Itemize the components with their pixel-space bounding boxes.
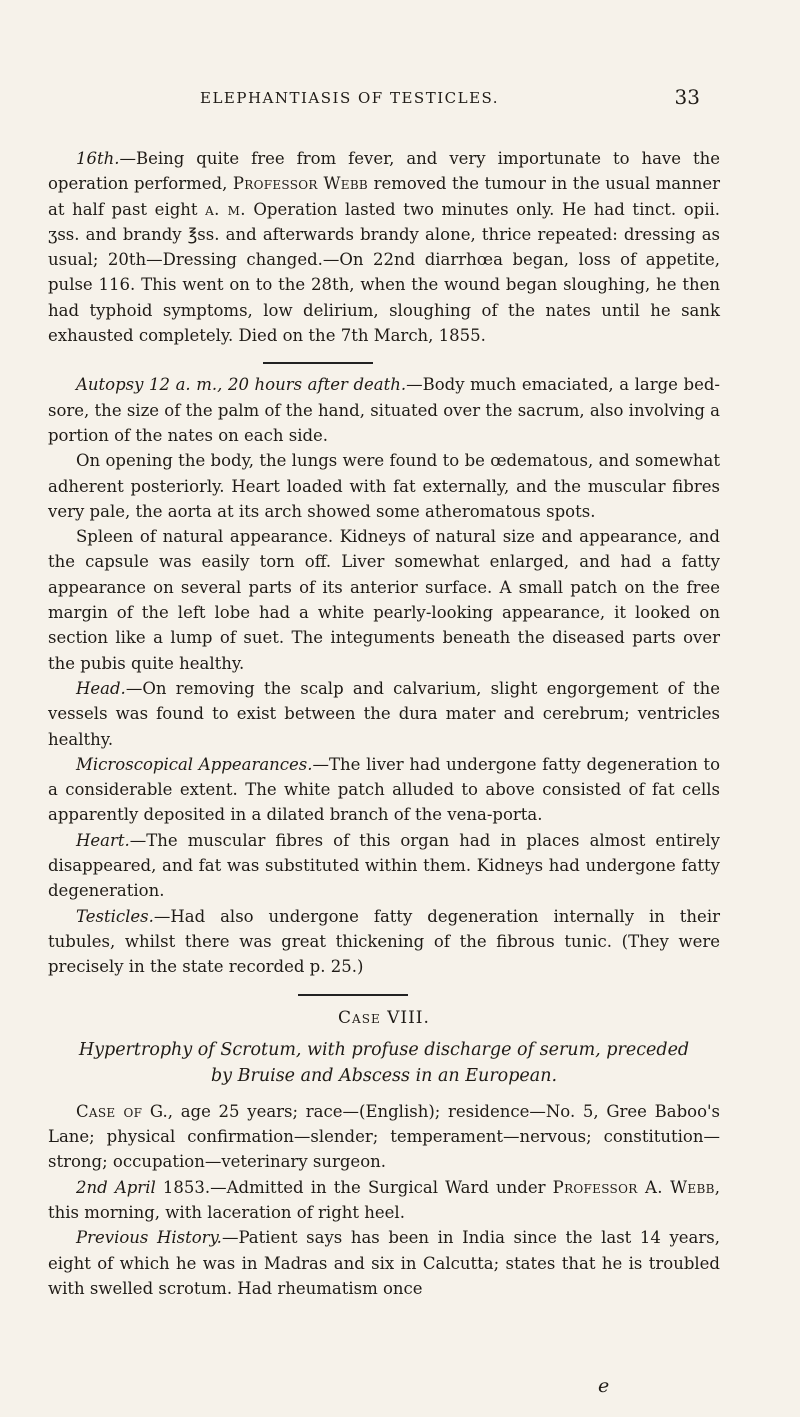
paragraph-admitted: 2nd April 1853.—Admitted in the Surgical Ward under Professor A. Webb, this morning, with laceration of right heel.: [48, 1177, 720, 1222]
paragraph-case-of: Case of G., age 25 years; race—(English); residence—No. 5, Gree Baboo's Lane; physical confirmation—slender; temperament—nervous; constitution—strong; occupation—veterinary surgeon.: [48, 1101, 721, 1172]
paragraph-previous-history: Previous History.—Patient says has been in India since the last 14 years, eight of which he was in Madras and six in Calcutta; states that he is troubled with swelled scrotum. Had rheumatism once: [48, 1228, 720, 1298]
paragraph-opening: On opening the body, the lungs were found to be œdematous, and somewhat adherent posteriorly. Heart loaded with fat externally, and the muscular fibres very pale, the aorta at its arch showed some atheromatous spots.: [48, 451, 720, 521]
paragraph-autopsy: Autopsy 12 a. m., 20 hours after death.—Body much emaciated, a large bed-sore, the size of the palm of the hand, situated over the sacrum, also involving a portion of the nates on each side.: [48, 375, 720, 445]
microscopical-label: Microscopical Appearances.: [76, 754, 313, 774]
previous-history-label: Previous History.: [76, 1228, 222, 1248]
page-number: 33: [674, 85, 700, 109]
case-of-lead: Case of: [76, 1101, 143, 1121]
heart-label: Heart.: [76, 830, 130, 850]
date-16th: 16th.: [76, 149, 120, 168]
paragraph-spleen: Spleen of natural appearance. Kidneys of natural size and appearance, and the capsule was easily torn off. Liver somewhat enlarged, and had a fatty appearance on several parts of its anterior surface. A small patch on the free margin of the left lobe had a white pearly-looking appearance, it looked on section like a lump of suet. The integuments beneath the diseased parts over the pubis quite healthy.: [48, 527, 720, 673]
head-label: Head.: [76, 678, 126, 698]
paragraph-heart: Heart.—The muscular fibres of this organ had in places almost entirely disappeared, and fat was substituted within them. Kidneys had undergone fatty degeneration.: [48, 830, 720, 901]
page-body: [48, 146, 720, 1301]
professor-a-webb: Professor A. Webb: [552, 1177, 715, 1197]
case-title: Case VIII.: [338, 1007, 430, 1028]
paragraph-16th: 16th.—Being quite free from fever, and very importunate to have the operation performed, Professor Webb removed the tumour in the usual manner at half past eight a. m. Operation lasted two minutes only. He had tinct. opii. ʒss. and brandy ℥ss. and afterwards brandy alone, thrice repeated: dressing as usual; 20th—Dressing changed.—On 22nd diarrhœa began, loss of appetite, pulse 116. This went on to the 28th, when the wound began sloughing, he then had typhoid symptoms, low delirium, sloughing of the nates until he sank exhausted completely. Died on the 7th March, 1855.: [48, 149, 721, 346]
section-divider: [263, 362, 373, 364]
autopsy-heading: Autopsy 12 a. m., 20 hours after death.: [76, 375, 407, 395]
professor-webb: Professor Webb: [232, 174, 369, 194]
paragraph-head: Head.—On removing the scalp and calvarium, slight engorgement of the vessels was found to exist between the dura mater and cerebrum; ventricles healthy.: [48, 678, 720, 749]
paragraph-microscopical: Microscopical Appearances.—The liver had undergone fatty degeneration to a considerable extent. The white patch alluded to above consisted of fat cells apparently deposited in a dilated branch of the vena-porta.: [48, 754, 720, 825]
section-divider: [298, 994, 408, 996]
signature-mark: e: [598, 1375, 610, 1397]
paragraph-testicles: Testicles.—Had also undergone fatty degeneration internally in their tubules, whilst there was great thickening of the fibrous tunic. (They were precisely in the state recorded p. 25.): [48, 906, 720, 977]
admit-date: 2nd April: [76, 1177, 156, 1197]
testicles-label: Testicles.: [76, 906, 154, 926]
case-subtitle: Hypertrophy of Scrotum, with profuse discharge of serum, preceded by Bruise and Abscess in an European.: [78, 1039, 690, 1086]
running-title: ELEPHANTIASIS OF TESTICLES.: [200, 89, 500, 107]
